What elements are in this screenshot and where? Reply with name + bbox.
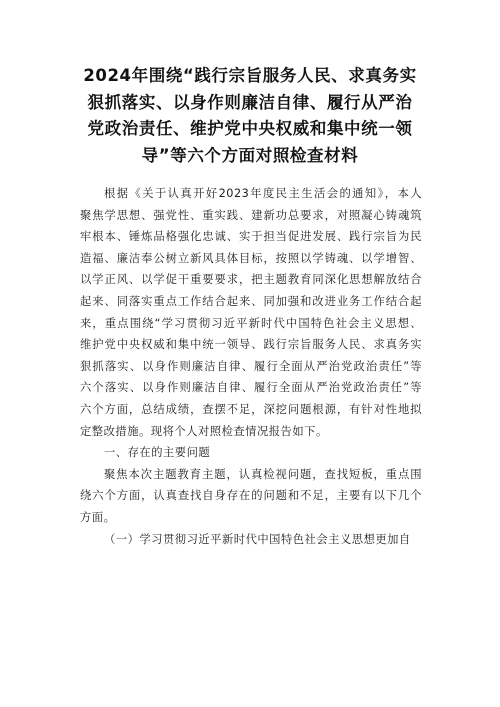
intro-line: 定整改措施。现将个人对照检查情况报告如下。 xyxy=(80,424,328,438)
intro-line: 以学正风、以学促干重要要求，把主题教育同深化思想解放结合 xyxy=(80,273,422,287)
section-line: 方面。 xyxy=(80,510,116,524)
intro-line: 来，重点围绕“学习贯彻习近平新时代中国特色社会主义思想、 xyxy=(80,316,422,330)
intro-line: 维护党中央权威和集中统一领导、践行宗旨服务人民、求真务实 xyxy=(80,338,422,352)
section-heading: 一、存在的主要问题 xyxy=(104,446,211,460)
intro-line: 根据《关于认真开好2023年度民主生活会的通知》，本人 xyxy=(104,187,422,200)
section-line: 聚焦本次主题教育主题，认真检视问题，查找短板，重点围 xyxy=(104,467,422,481)
title-line-4: 导”等六个方面对照检查材料 xyxy=(141,145,359,165)
intro-line: 起来、同落实重点工作结合起来、同加强和改进业务工作结合起 xyxy=(80,294,422,308)
section-line: 绕六个方面，认真查找自身存在的问题和不足，主要有以下几个 xyxy=(80,489,422,503)
title-line-3: 党政治责任、维护党中央权威和集中统一领 xyxy=(87,119,413,138)
intro-paragraph xyxy=(80,183,422,550)
subsection-heading: （一）学习贯彻习近平新时代中国特色社会主义思想更加自 xyxy=(104,532,411,546)
title-line-1: 2024年围绕“践行宗旨服务人民、求真务实 xyxy=(83,66,417,85)
intro-line: 狠抓落实、以身作则廉洁自律、履行全面从严治党政治责任”等 xyxy=(80,359,422,373)
intro-line: 聚焦学思想、强党性、重实践、建新功总要求，对照凝心铸魂筑 xyxy=(80,208,422,222)
document-title xyxy=(52,63,448,169)
intro-line: 牢根本、锤炼品格强化忠诚、实于担当促进发展、践行宗旨为民 xyxy=(80,230,422,244)
intro-line: 六个方面，总结成绩，查摆不足，深挖问题根源，有针对性地拟 xyxy=(80,402,422,416)
title-line-2: 狠抓落实、以身作则廉洁自律、履行从严治 xyxy=(87,92,413,112)
intro-line: 造福、廉洁奉公树立新风具体目标，按照以学铸魂、以学增智、 xyxy=(80,251,422,265)
intro-line: 六个落实、以身作则廉洁自律、履行全面从严治党政治责任”等 xyxy=(80,381,422,395)
